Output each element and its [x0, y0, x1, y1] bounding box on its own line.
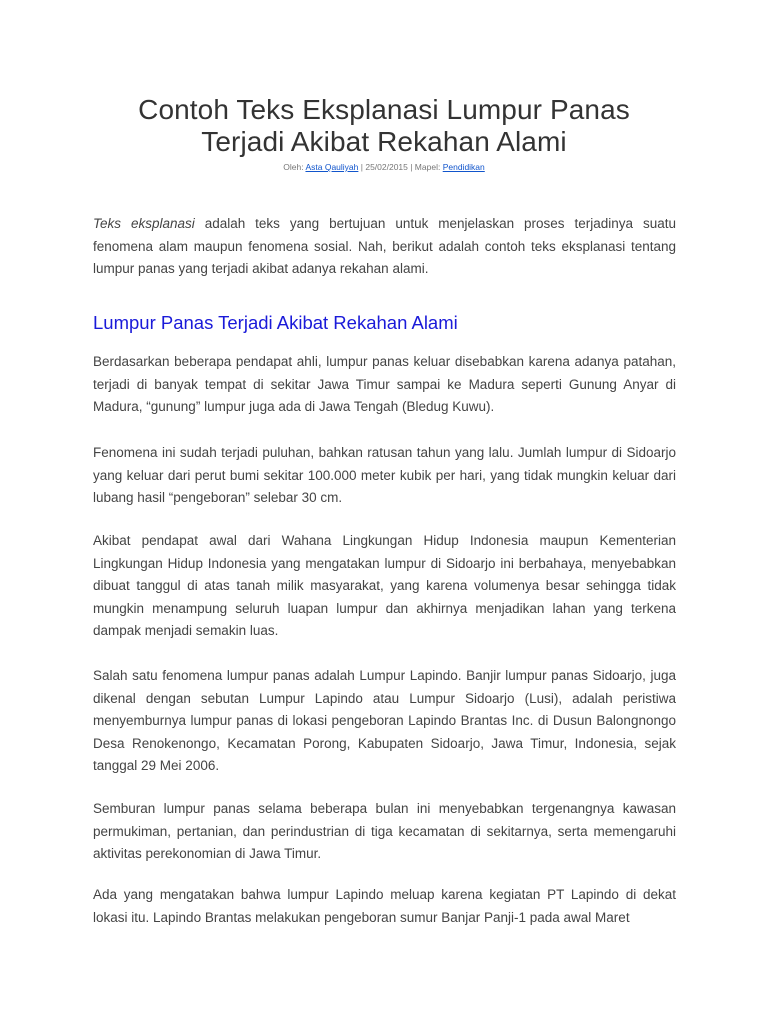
author-link[interactable]: Asta Qauliyah — [305, 162, 359, 172]
section-heading: Lumpur Panas Terjadi Akibat Rekahan Alami — [93, 312, 458, 333]
meta-date: | 25/02/2015 | Mapel: — [360, 162, 441, 172]
article-meta — [0, 161, 768, 173]
paragraph-6: Ada yang mengatakan bahwa lumpur Lapindo meluap karena kegiatan PT Lapindo di dekat lokasi itu. Lapindo Brantas melakukan pengeboran sumur Banjar Panji-1 pada awal Maret — [93, 887, 676, 925]
intro-italic-term: Teks eksplanasi — [93, 216, 195, 231]
intro-paragraph — [93, 213, 676, 281]
category-link[interactable]: Pendidikan — [442, 162, 485, 172]
article-title-line-2: Terjadi Akibat Rekahan Alami — [201, 126, 567, 157]
meta-by-label: Oleh: — [283, 162, 304, 172]
paragraph-1: Berdasarkan beberapa pendapat ahli, lumpur panas keluar disebabkan karena adanya patahan, terjadi di banyak tempat di sekitar Jawa Timur sampai ke Madura seperti Gunung Anyar di Madura, “gunung” lumpur juga ada di Jawa Tengah (Bledug Kuwu). — [93, 354, 676, 415]
paragraph-5: Semburan lumpur panas selama beberapa bulan ini menyebabkan tergenangnya kawasan permukiman, pertanian, dan perindustrian di tiga kecamatan di sekitarnya, serta memengaruhi aktivitas perekonomian di Jawa Timur. — [93, 801, 676, 862]
paragraph-3: Akibat pendapat awal dari Wahana Lingkungan Hidup Indonesia maupun Kementerian Lingkungan Hidup Indonesia yang mengatakan lumpur di Sidoarjo ini berbahaya, menyebabkan dibuat tanggul di atas tanah milik masyarakat, yang karena volumenya besar sehingga tidak mungkin menampung seluruh luapan lumpur dan akhirnya menjadikan lahan yang terkena dampak menjadi semakin luas. — [93, 533, 676, 639]
article-title-line-1: Contoh Teks Eksplanasi Lumpur Panas — [138, 94, 630, 125]
paragraph-2: Fenomena ini sudah terjadi puluhan, bahkan ratusan tahun yang lalu. Jumlah lumpur di Sidoarjo yang keluar dari perut bumi sekitar 100.000 meter kubik per hari, yang tidak mungkin keluar dari lubang hasil “pengeboran” selebar 30 cm. — [93, 445, 676, 506]
paragraph-4: Salah satu fenomena lumpur panas adalah Lumpur Lapindo. Banjir lumpur panas Sidoarjo, juga dikenal dengan sebutan Lumpur Lapindo atau Lumpur Sidoarjo (Lusi), adalah peristiwa menyemburnya lumpur panas di lokasi pengeboran Lapindo Brantas Inc. di Dusun Balongnongo Desa Renokenongo, Kecamatan Porong, Kabupaten Sidoarjo, Jawa Timur, Indonesia, sejak tanggal 29 Mei 2006. — [93, 668, 676, 774]
article-title — [60, 94, 708, 158]
intro-text: adalah teks yang bertujuan untuk menjelaskan proses terjadinya suatu fenomena alam maupun fenomena sosial. Nah, berikut adalah contoh teks eksplanasi tentang lumpur panas yang terjadi akibat adanya rekahan alami. — [93, 216, 676, 277]
